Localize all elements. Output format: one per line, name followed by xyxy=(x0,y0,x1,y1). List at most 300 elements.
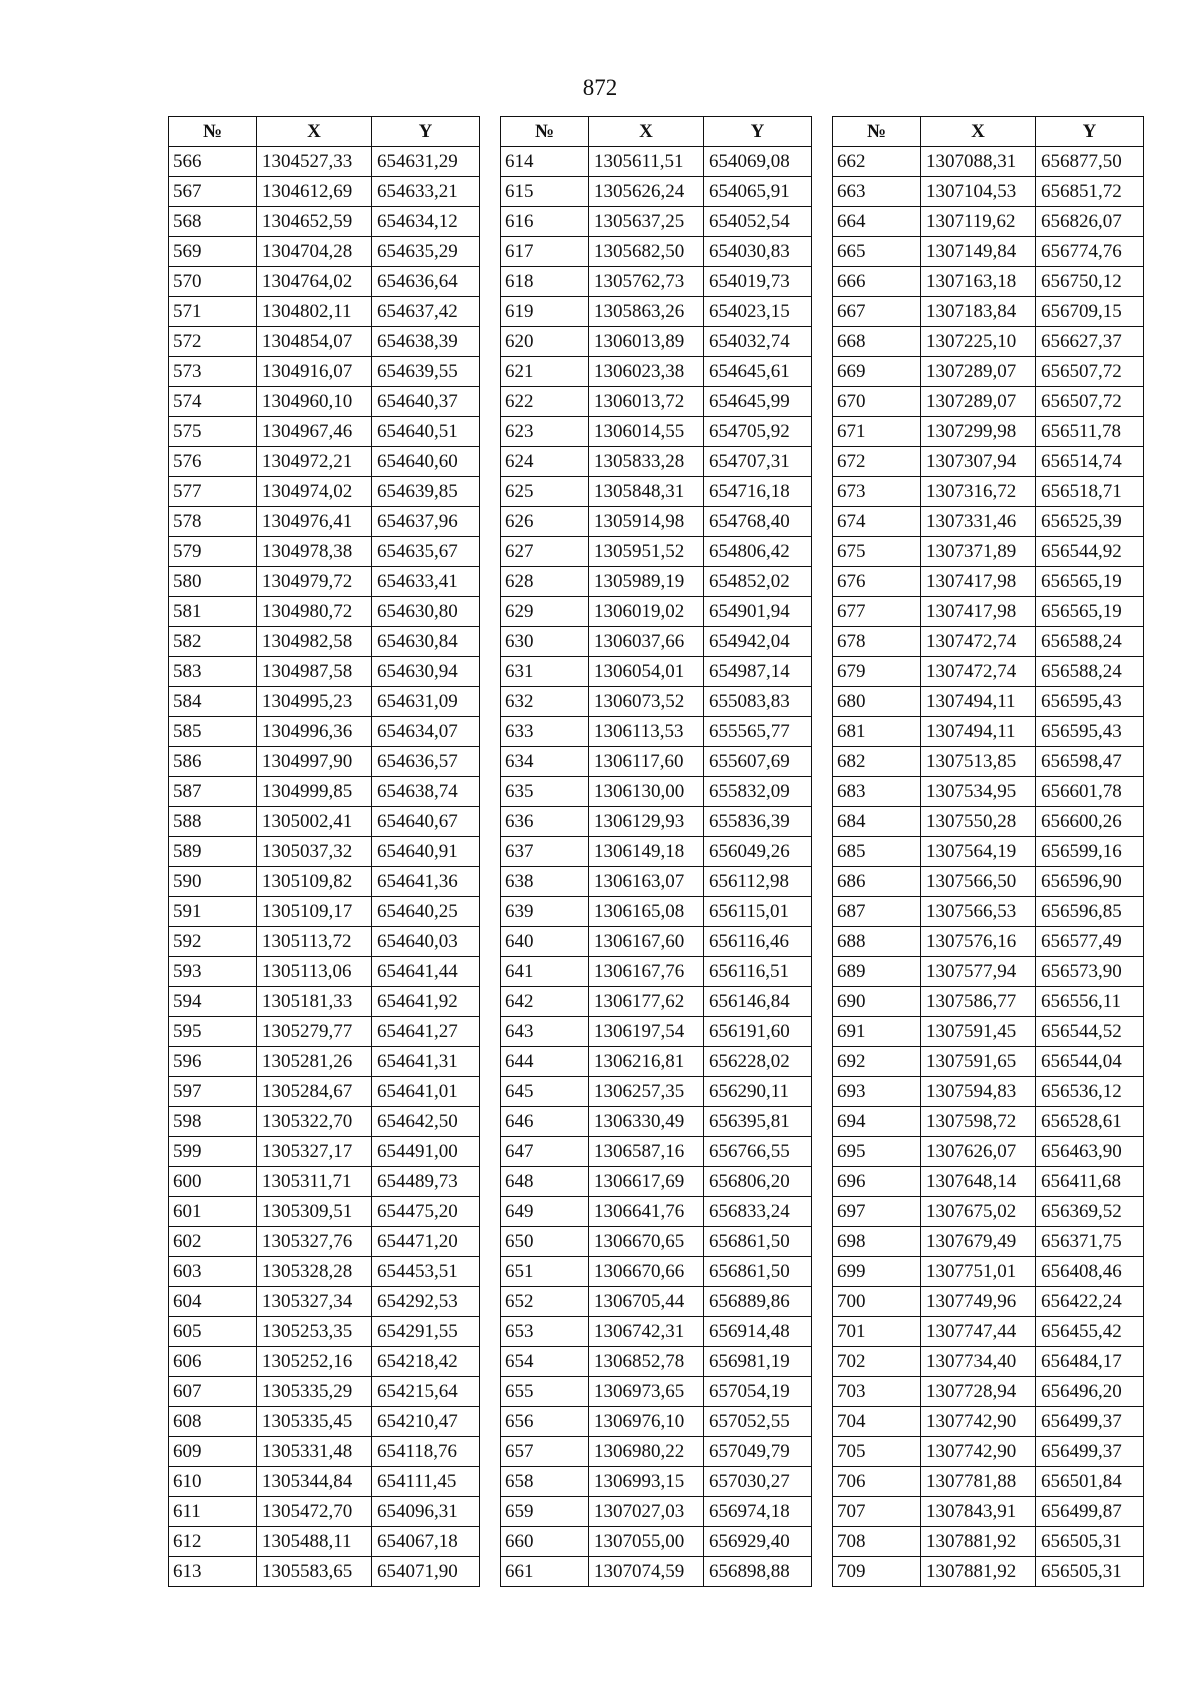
x-coordinate-cell: 1304764,02 xyxy=(257,267,372,297)
point-number-cell: 651 xyxy=(501,1257,589,1287)
y-coordinate-cell: 654118,76 xyxy=(372,1437,480,1467)
table-row xyxy=(169,687,480,717)
point-number-cell: 574 xyxy=(169,387,257,417)
table-row xyxy=(833,447,1144,477)
point-number-cell: 618 xyxy=(501,267,589,297)
x-coordinate-cell: 1304987,58 xyxy=(257,657,372,687)
point-number-cell: 602 xyxy=(169,1227,257,1257)
y-coordinate-cell: 654453,51 xyxy=(372,1257,480,1287)
y-coordinate-cell: 654631,29 xyxy=(372,147,480,177)
y-coordinate-cell: 656981,19 xyxy=(704,1347,812,1377)
table-row xyxy=(833,297,1144,327)
y-coordinate-cell: 656898,88 xyxy=(704,1557,812,1587)
y-coordinate-cell: 654645,99 xyxy=(704,387,812,417)
table-row xyxy=(501,927,812,957)
table-row xyxy=(833,1497,1144,1527)
table-row xyxy=(833,1227,1144,1257)
y-coordinate-cell: 654942,04 xyxy=(704,627,812,657)
x-coordinate-cell: 1304652,59 xyxy=(257,207,372,237)
table-row xyxy=(501,297,812,327)
y-coordinate-cell: 654639,85 xyxy=(372,477,480,507)
y-coordinate-cell: 654635,29 xyxy=(372,237,480,267)
y-coordinate-cell: 654218,42 xyxy=(372,1347,480,1377)
point-number-cell: 569 xyxy=(169,237,257,267)
y-coordinate-cell: 656499,37 xyxy=(1036,1407,1144,1437)
y-coordinate-cell: 656877,50 xyxy=(1036,147,1144,177)
x-coordinate-cell: 1304995,23 xyxy=(257,687,372,717)
point-number-cell: 689 xyxy=(833,957,921,987)
x-coordinate-cell: 1304982,58 xyxy=(257,627,372,657)
table-row xyxy=(169,1437,480,1467)
point-number-cell: 623 xyxy=(501,417,589,447)
point-number-cell: 634 xyxy=(501,747,589,777)
table-header-row xyxy=(501,117,812,147)
table-row xyxy=(833,867,1144,897)
point-number-cell: 591 xyxy=(169,897,257,927)
x-coordinate-cell: 1305762,73 xyxy=(589,267,704,297)
x-coordinate-cell: 1307513,85 xyxy=(921,747,1036,777)
y-coordinate-cell: 656484,17 xyxy=(1036,1347,1144,1377)
header-y: Y xyxy=(372,117,480,147)
table-row xyxy=(501,447,812,477)
point-number-cell: 672 xyxy=(833,447,921,477)
point-number-cell: 702 xyxy=(833,1347,921,1377)
x-coordinate-cell: 1307331,46 xyxy=(921,507,1036,537)
point-number-cell: 620 xyxy=(501,327,589,357)
table-row xyxy=(169,537,480,567)
y-coordinate-cell: 654634,12 xyxy=(372,207,480,237)
point-number-cell: 633 xyxy=(501,717,589,747)
y-coordinate-cell: 654639,55 xyxy=(372,357,480,387)
table-row xyxy=(833,687,1144,717)
point-number-cell: 699 xyxy=(833,1257,921,1287)
table-row xyxy=(501,597,812,627)
y-coordinate-cell: 656596,90 xyxy=(1036,867,1144,897)
x-coordinate-cell: 1305037,32 xyxy=(257,837,372,867)
table-row xyxy=(169,1527,480,1557)
point-number-cell: 652 xyxy=(501,1287,589,1317)
x-coordinate-cell: 1304996,36 xyxy=(257,717,372,747)
header-y: Y xyxy=(704,117,812,147)
table-row xyxy=(169,1347,480,1377)
table-row xyxy=(833,717,1144,747)
table-row xyxy=(169,1497,480,1527)
table-row xyxy=(501,1557,812,1587)
coordinate-table-2 xyxy=(500,116,812,1587)
y-coordinate-cell: 654640,37 xyxy=(372,387,480,417)
x-coordinate-cell: 1305682,50 xyxy=(589,237,704,267)
y-coordinate-cell: 656588,24 xyxy=(1036,657,1144,687)
table-row xyxy=(501,267,812,297)
point-number-cell: 656 xyxy=(501,1407,589,1437)
x-coordinate-cell: 1305322,70 xyxy=(257,1107,372,1137)
y-coordinate-cell: 656525,39 xyxy=(1036,507,1144,537)
point-number-cell: 701 xyxy=(833,1317,921,1347)
point-number-cell: 708 xyxy=(833,1527,921,1557)
x-coordinate-cell: 1306742,31 xyxy=(589,1317,704,1347)
y-coordinate-cell: 656505,31 xyxy=(1036,1557,1144,1587)
point-number-cell: 610 xyxy=(169,1467,257,1497)
y-coordinate-cell: 654987,14 xyxy=(704,657,812,687)
table-row xyxy=(501,147,812,177)
table-row xyxy=(501,1137,812,1167)
coordinate-table-1 xyxy=(168,116,480,1587)
table-row xyxy=(501,747,812,777)
table-row xyxy=(169,1377,480,1407)
table-row xyxy=(169,1257,480,1287)
x-coordinate-cell: 1307843,91 xyxy=(921,1497,1036,1527)
point-number-cell: 658 xyxy=(501,1467,589,1497)
point-number-cell: 684 xyxy=(833,807,921,837)
point-number-cell: 577 xyxy=(169,477,257,507)
table-row xyxy=(169,267,480,297)
table-row xyxy=(169,597,480,627)
point-number-cell: 624 xyxy=(501,447,589,477)
y-coordinate-cell: 656369,52 xyxy=(1036,1197,1144,1227)
point-number-cell: 619 xyxy=(501,297,589,327)
table-header-row xyxy=(833,117,1144,147)
y-coordinate-cell: 654030,83 xyxy=(704,237,812,267)
table-row xyxy=(169,1227,480,1257)
y-coordinate-cell: 654069,08 xyxy=(704,147,812,177)
x-coordinate-cell: 1306073,52 xyxy=(589,687,704,717)
x-coordinate-cell: 1307550,28 xyxy=(921,807,1036,837)
y-coordinate-cell: 654630,80 xyxy=(372,597,480,627)
point-number-cell: 630 xyxy=(501,627,589,657)
table-row xyxy=(169,447,480,477)
point-number-cell: 639 xyxy=(501,897,589,927)
x-coordinate-cell: 1307586,77 xyxy=(921,987,1036,1017)
y-coordinate-cell: 654291,55 xyxy=(372,1317,480,1347)
point-number-cell: 632 xyxy=(501,687,589,717)
y-coordinate-cell: 656709,15 xyxy=(1036,297,1144,327)
point-number-cell: 642 xyxy=(501,987,589,1017)
x-coordinate-cell: 1305311,71 xyxy=(257,1167,372,1197)
table-row xyxy=(169,1107,480,1137)
x-coordinate-cell: 1304980,72 xyxy=(257,597,372,627)
x-coordinate-cell: 1307307,94 xyxy=(921,447,1036,477)
point-number-cell: 698 xyxy=(833,1227,921,1257)
x-coordinate-cell: 1306167,76 xyxy=(589,957,704,987)
y-coordinate-cell: 656861,50 xyxy=(704,1227,812,1257)
x-coordinate-cell: 1305637,25 xyxy=(589,207,704,237)
x-coordinate-cell: 1307566,50 xyxy=(921,867,1036,897)
x-coordinate-cell: 1307163,18 xyxy=(921,267,1036,297)
table-row xyxy=(501,1497,812,1527)
y-coordinate-cell: 656536,12 xyxy=(1036,1077,1144,1107)
y-coordinate-cell: 654705,92 xyxy=(704,417,812,447)
table-row xyxy=(833,1107,1144,1137)
y-coordinate-cell: 654768,40 xyxy=(704,507,812,537)
point-number-cell: 581 xyxy=(169,597,257,627)
point-number-cell: 625 xyxy=(501,477,589,507)
y-coordinate-cell: 654633,41 xyxy=(372,567,480,597)
point-number-cell: 567 xyxy=(169,177,257,207)
y-coordinate-cell: 656598,47 xyxy=(1036,747,1144,777)
x-coordinate-cell: 1307074,59 xyxy=(589,1557,704,1587)
y-coordinate-cell: 656565,19 xyxy=(1036,597,1144,627)
x-coordinate-cell: 1307149,84 xyxy=(921,237,1036,267)
table-row xyxy=(501,837,812,867)
x-coordinate-cell: 1305327,76 xyxy=(257,1227,372,1257)
point-number-cell: 654 xyxy=(501,1347,589,1377)
table-row xyxy=(501,387,812,417)
table-row xyxy=(833,567,1144,597)
y-coordinate-cell: 656774,76 xyxy=(1036,237,1144,267)
y-coordinate-cell: 656146,84 xyxy=(704,987,812,1017)
y-coordinate-cell: 654111,45 xyxy=(372,1467,480,1497)
x-coordinate-cell: 1305335,45 xyxy=(257,1407,372,1437)
table-row xyxy=(169,177,480,207)
y-coordinate-cell: 654901,94 xyxy=(704,597,812,627)
y-coordinate-cell: 654067,18 xyxy=(372,1527,480,1557)
x-coordinate-cell: 1304976,41 xyxy=(257,507,372,537)
x-coordinate-cell: 1307591,45 xyxy=(921,1017,1036,1047)
table-row xyxy=(169,987,480,1017)
y-coordinate-cell: 654019,73 xyxy=(704,267,812,297)
x-coordinate-cell: 1305281,26 xyxy=(257,1047,372,1077)
table-row xyxy=(169,747,480,777)
y-coordinate-cell: 655565,77 xyxy=(704,717,812,747)
table-row xyxy=(833,747,1144,777)
point-number-cell: 638 xyxy=(501,867,589,897)
y-coordinate-cell: 654631,09 xyxy=(372,687,480,717)
y-coordinate-cell: 654215,64 xyxy=(372,1377,480,1407)
point-number-cell: 611 xyxy=(169,1497,257,1527)
table-row xyxy=(833,237,1144,267)
table-row xyxy=(169,867,480,897)
y-coordinate-cell: 654637,42 xyxy=(372,297,480,327)
y-coordinate-cell: 656565,19 xyxy=(1036,567,1144,597)
x-coordinate-cell: 1307472,74 xyxy=(921,627,1036,657)
point-number-cell: 695 xyxy=(833,1137,921,1167)
table-row xyxy=(501,1197,812,1227)
table-row xyxy=(501,1527,812,1557)
x-coordinate-cell: 1307534,95 xyxy=(921,777,1036,807)
x-coordinate-cell: 1307576,16 xyxy=(921,927,1036,957)
table-row xyxy=(169,1467,480,1497)
point-number-cell: 590 xyxy=(169,867,257,897)
point-number-cell: 589 xyxy=(169,837,257,867)
x-coordinate-cell: 1305328,28 xyxy=(257,1257,372,1287)
y-coordinate-cell: 654641,27 xyxy=(372,1017,480,1047)
table-row xyxy=(833,597,1144,627)
table-row xyxy=(169,567,480,597)
y-coordinate-cell: 656514,74 xyxy=(1036,447,1144,477)
point-number-cell: 657 xyxy=(501,1437,589,1467)
x-coordinate-cell: 1304978,38 xyxy=(257,537,372,567)
table-row xyxy=(833,177,1144,207)
point-number-cell: 649 xyxy=(501,1197,589,1227)
y-coordinate-cell: 656290,11 xyxy=(704,1077,812,1107)
table-row xyxy=(169,1407,480,1437)
x-coordinate-cell: 1307742,90 xyxy=(921,1437,1036,1467)
y-coordinate-cell: 654707,31 xyxy=(704,447,812,477)
x-coordinate-cell: 1304916,07 xyxy=(257,357,372,387)
x-coordinate-cell: 1307289,07 xyxy=(921,357,1036,387)
table-row xyxy=(833,627,1144,657)
y-coordinate-cell: 657052,55 xyxy=(704,1407,812,1437)
table-row xyxy=(501,717,812,747)
y-coordinate-cell: 656889,86 xyxy=(704,1287,812,1317)
point-number-cell: 631 xyxy=(501,657,589,687)
y-coordinate-cell: 655836,39 xyxy=(704,807,812,837)
table-row xyxy=(833,1347,1144,1377)
table-row xyxy=(169,387,480,417)
x-coordinate-cell: 1307626,07 xyxy=(921,1137,1036,1167)
table-row xyxy=(169,1167,480,1197)
y-coordinate-cell: 654633,21 xyxy=(372,177,480,207)
x-coordinate-cell: 1305914,98 xyxy=(589,507,704,537)
table-row xyxy=(501,627,812,657)
x-coordinate-cell: 1307564,19 xyxy=(921,837,1036,867)
x-coordinate-cell: 1305113,72 xyxy=(257,927,372,957)
x-coordinate-cell: 1306330,49 xyxy=(589,1107,704,1137)
x-coordinate-cell: 1307881,92 xyxy=(921,1527,1036,1557)
y-coordinate-cell: 654641,36 xyxy=(372,867,480,897)
x-coordinate-cell: 1307566,53 xyxy=(921,897,1036,927)
x-coordinate-cell: 1305309,51 xyxy=(257,1197,372,1227)
table-row xyxy=(169,477,480,507)
x-coordinate-cell: 1307751,01 xyxy=(921,1257,1036,1287)
x-coordinate-cell: 1304979,72 xyxy=(257,567,372,597)
table-row xyxy=(833,777,1144,807)
y-coordinate-cell: 656914,48 xyxy=(704,1317,812,1347)
point-number-cell: 694 xyxy=(833,1107,921,1137)
table-row xyxy=(501,1077,812,1107)
table-row xyxy=(501,1407,812,1437)
header-number: № xyxy=(833,117,921,147)
x-coordinate-cell: 1305833,28 xyxy=(589,447,704,477)
y-coordinate-cell: 656496,20 xyxy=(1036,1377,1144,1407)
point-number-cell: 617 xyxy=(501,237,589,267)
point-number-cell: 707 xyxy=(833,1497,921,1527)
x-coordinate-cell: 1307316,72 xyxy=(921,477,1036,507)
table-row xyxy=(169,927,480,957)
y-coordinate-cell: 654852,02 xyxy=(704,567,812,597)
x-coordinate-cell: 1304527,33 xyxy=(257,147,372,177)
y-coordinate-cell: 656601,78 xyxy=(1036,777,1144,807)
y-coordinate-cell: 654641,92 xyxy=(372,987,480,1017)
point-number-cell: 673 xyxy=(833,477,921,507)
table-row xyxy=(833,1137,1144,1167)
table-row xyxy=(501,177,812,207)
point-number-cell: 655 xyxy=(501,1377,589,1407)
x-coordinate-cell: 1305863,26 xyxy=(589,297,704,327)
table-row xyxy=(501,507,812,537)
y-coordinate-cell: 654806,42 xyxy=(704,537,812,567)
point-number-cell: 566 xyxy=(169,147,257,177)
point-number-cell: 615 xyxy=(501,177,589,207)
x-coordinate-cell: 1306973,65 xyxy=(589,1377,704,1407)
point-number-cell: 582 xyxy=(169,627,257,657)
table-row xyxy=(833,807,1144,837)
point-number-cell: 579 xyxy=(169,537,257,567)
table-row xyxy=(833,1017,1144,1047)
y-coordinate-cell: 656408,46 xyxy=(1036,1257,1144,1287)
point-number-cell: 665 xyxy=(833,237,921,267)
point-number-cell: 709 xyxy=(833,1557,921,1587)
x-coordinate-cell: 1305583,65 xyxy=(257,1557,372,1587)
y-coordinate-cell: 655607,69 xyxy=(704,747,812,777)
y-coordinate-cell: 656507,72 xyxy=(1036,387,1144,417)
x-coordinate-cell: 1307104,53 xyxy=(921,177,1036,207)
x-coordinate-cell: 1305253,35 xyxy=(257,1317,372,1347)
x-coordinate-cell: 1306163,07 xyxy=(589,867,704,897)
point-number-cell: 613 xyxy=(169,1557,257,1587)
y-coordinate-cell: 654641,44 xyxy=(372,957,480,987)
x-coordinate-cell: 1304854,07 xyxy=(257,327,372,357)
table-row xyxy=(833,837,1144,867)
y-coordinate-cell: 656596,85 xyxy=(1036,897,1144,927)
table-row xyxy=(833,957,1144,987)
point-number-cell: 663 xyxy=(833,177,921,207)
x-coordinate-cell: 1306216,81 xyxy=(589,1047,704,1077)
x-coordinate-cell: 1305611,51 xyxy=(589,147,704,177)
x-coordinate-cell: 1307119,62 xyxy=(921,207,1036,237)
table-row xyxy=(169,417,480,447)
y-coordinate-cell: 656518,71 xyxy=(1036,477,1144,507)
y-coordinate-cell: 654637,96 xyxy=(372,507,480,537)
point-number-cell: 605 xyxy=(169,1317,257,1347)
y-coordinate-cell: 656371,75 xyxy=(1036,1227,1144,1257)
table-row xyxy=(169,1557,480,1587)
y-coordinate-cell: 654636,57 xyxy=(372,747,480,777)
table-row xyxy=(833,537,1144,567)
table-row xyxy=(169,1317,480,1347)
table-row xyxy=(833,1557,1144,1587)
point-number-cell: 599 xyxy=(169,1137,257,1167)
table-row xyxy=(501,417,812,447)
point-number-cell: 678 xyxy=(833,627,921,657)
y-coordinate-cell: 654716,18 xyxy=(704,477,812,507)
x-coordinate-cell: 1305002,41 xyxy=(257,807,372,837)
table-row xyxy=(833,927,1144,957)
table-row xyxy=(501,1347,812,1377)
x-coordinate-cell: 1306117,60 xyxy=(589,747,704,777)
y-coordinate-cell: 656588,24 xyxy=(1036,627,1144,657)
x-coordinate-cell: 1307679,49 xyxy=(921,1227,1036,1257)
x-coordinate-cell: 1305335,29 xyxy=(257,1377,372,1407)
y-coordinate-cell: 656228,02 xyxy=(704,1047,812,1077)
x-coordinate-cell: 1307591,65 xyxy=(921,1047,1036,1077)
y-coordinate-cell: 656974,18 xyxy=(704,1497,812,1527)
point-number-cell: 572 xyxy=(169,327,257,357)
point-number-cell: 681 xyxy=(833,717,921,747)
table-row xyxy=(501,867,812,897)
point-number-cell: 635 xyxy=(501,777,589,807)
table-row xyxy=(169,657,480,687)
point-number-cell: 571 xyxy=(169,297,257,327)
point-number-cell: 686 xyxy=(833,867,921,897)
table-row xyxy=(833,147,1144,177)
point-number-cell: 588 xyxy=(169,807,257,837)
x-coordinate-cell: 1307371,89 xyxy=(921,537,1036,567)
table-row xyxy=(169,297,480,327)
point-number-cell: 609 xyxy=(169,1437,257,1467)
point-number-cell: 688 xyxy=(833,927,921,957)
x-coordinate-cell: 1307289,07 xyxy=(921,387,1036,417)
x-coordinate-cell: 1306976,10 xyxy=(589,1407,704,1437)
table-row xyxy=(501,567,812,597)
x-coordinate-cell: 1307225,10 xyxy=(921,327,1036,357)
point-number-cell: 636 xyxy=(501,807,589,837)
x-coordinate-cell: 1306013,89 xyxy=(589,327,704,357)
y-coordinate-cell: 656573,90 xyxy=(1036,957,1144,987)
point-number-cell: 653 xyxy=(501,1317,589,1347)
table-row xyxy=(501,237,812,267)
table-row xyxy=(501,327,812,357)
